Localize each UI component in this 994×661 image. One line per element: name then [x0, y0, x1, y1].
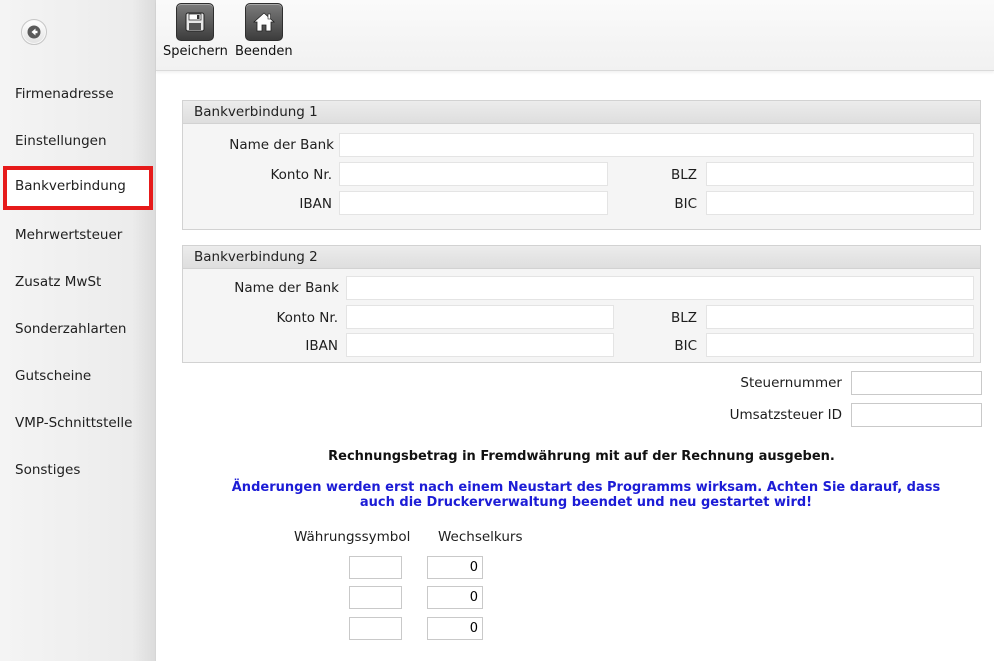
currency-symbol-field[interactable] — [349, 617, 402, 640]
save-label: Speichern — [163, 44, 228, 59]
bank2-title: Bankverbindung 2 — [183, 246, 980, 269]
bank1-name-label: Name der Bank — [229, 137, 334, 153]
bank2-konto-field[interactable] — [346, 305, 614, 329]
bank1-blz-field[interactable] — [706, 162, 974, 186]
sidebar-item-zusatz-mwst[interactable] — [3, 262, 149, 302]
bank2-iban-label: IBAN — [305, 338, 338, 354]
sidebar-item-label: Bankverbindung — [15, 178, 126, 194]
sidebar-item-label: Zusatz MwSt — [15, 274, 102, 290]
sidebar-item-label: Mehrwertsteuer — [15, 227, 123, 243]
save-button[interactable] — [163, 3, 228, 59]
bank1-konto-field[interactable] — [339, 162, 608, 186]
bank1-blz-label: BLZ — [670, 167, 697, 183]
ust-field[interactable] — [851, 403, 982, 427]
restart-notice: Änderungen werden erst nach einem Neustart des Programms wirksam. Achten Sie darauf, dass auch die Druckerverwaltung beendet und neu gestartet wird! — [231, 480, 941, 510]
rate-column-header: Wechselkurs — [438, 529, 523, 545]
bank2-name-field[interactable] — [346, 276, 974, 300]
sidebar-item-sonstiges[interactable] — [3, 450, 149, 490]
sidebar-item-vmp-schnittstelle[interactable] — [3, 403, 149, 443]
bank1-iban-field[interactable] — [339, 191, 608, 215]
bank2-bic-label: BIC — [674, 338, 697, 354]
sidebar-item-sonderzahlarten[interactable] — [3, 309, 149, 349]
bank2-bic-field[interactable] — [706, 333, 974, 357]
bank2-iban-field[interactable] — [346, 333, 614, 357]
currency-symbol-field[interactable] — [349, 586, 402, 609]
sidebar-item-label: Firmenadresse — [15, 86, 114, 102]
currency-notice: Rechnungsbetrag in Fremdwährung mit auf der Rechnung ausgeben. — [328, 449, 835, 464]
sidebar-item-label: Sonstiges — [15, 462, 81, 478]
currency-symbol-field[interactable] — [349, 556, 402, 579]
ust-label: Umsatzsteuer ID — [729, 407, 842, 423]
sidebar-item-einstellungen[interactable] — [3, 121, 149, 161]
sidebar-item-label: Sonderzahlarten — [15, 321, 127, 337]
bank1-name-field[interactable] — [339, 133, 974, 157]
toolbar — [156, 0, 994, 71]
sidebar-item-mehrwertsteuer[interactable] — [3, 215, 149, 255]
bank1-iban-label: IBAN — [299, 196, 332, 212]
floppy-disk-icon — [176, 3, 214, 41]
bank1-title: Bankverbindung 1 — [183, 101, 980, 124]
exchange-rate-field[interactable] — [427, 586, 483, 609]
sidebar-item-label: Einstellungen — [15, 133, 107, 149]
sidebar-item-firmenadresse[interactable] — [3, 74, 149, 114]
exchange-rate-field[interactable] — [427, 556, 483, 579]
back-arrow-icon — [27, 25, 41, 39]
sidebar-item-gutscheine[interactable] — [3, 356, 149, 396]
symbol-column-header: Währungssymbol — [294, 529, 411, 545]
exit-button[interactable] — [235, 3, 293, 59]
bank1-konto-label: Konto Nr. — [270, 167, 332, 183]
steuernummer-field[interactable] — [851, 371, 982, 395]
bank2-konto-label: Konto Nr. — [276, 310, 338, 326]
exit-label: Beenden — [235, 44, 293, 59]
bank2-blz-field[interactable] — [706, 305, 974, 329]
exchange-rate-field[interactable] — [427, 617, 483, 640]
bank2-blz-label: BLZ — [670, 310, 697, 326]
sidebar-item-bankverbindung[interactable] — [3, 166, 153, 210]
sidebar-item-label: VMP-Schnittstelle — [15, 415, 133, 431]
steuernummer-label: Steuernummer — [740, 375, 842, 391]
sidebar-item-label: Gutscheine — [15, 368, 92, 384]
bank2-name-label: Name der Bank — [234, 280, 339, 296]
bank1-bic-field[interactable] — [706, 191, 974, 215]
bank1-bic-label: BIC — [674, 196, 697, 212]
home-icon — [245, 3, 283, 41]
back-button[interactable] — [21, 19, 47, 45]
sidebar — [0, 0, 156, 661]
